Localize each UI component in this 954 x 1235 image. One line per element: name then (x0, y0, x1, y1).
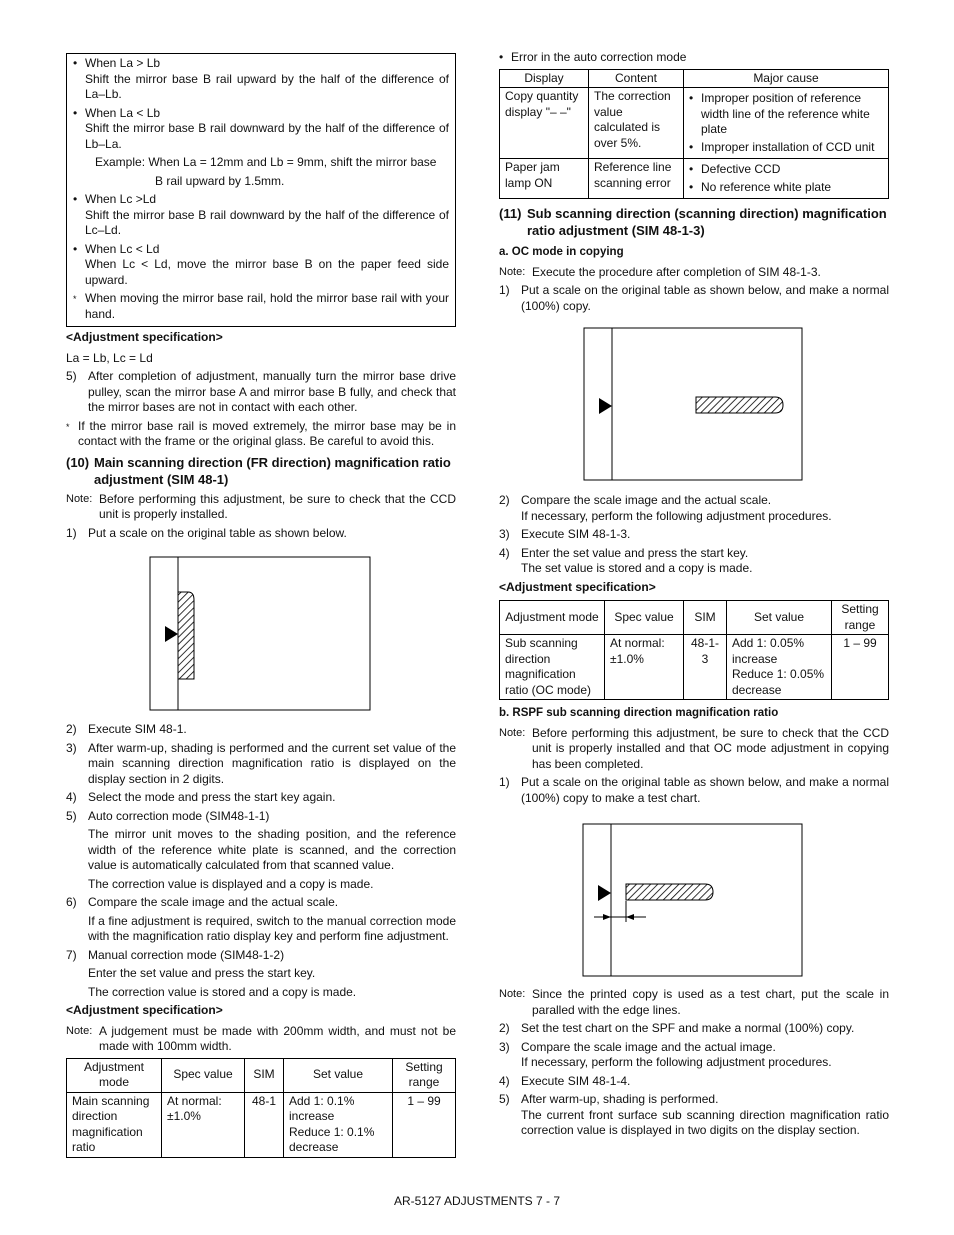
step-text: Execute SIM 48-1-4. (521, 1073, 631, 1088)
sub-scan-spec-table: Adjustment mode Spec value SIM Set value Setting range Sub scanning direction magnification ratio (OC mode) At normal: ±1.0% 48-1-3 Add 1: 0.05% increase Reduce 1: 0.05% decrease 1 – 99 (499, 600, 889, 700)
bullet-title: • When Lc >Ld (85, 192, 157, 206)
step-text: Put a scale on the original table as shown below. (88, 525, 347, 540)
step-detail: The current front surface sub scanning direction magnification ratio correction value is displayed in two digits on the display section. (521, 1107, 889, 1137)
section-11-heading: (11) Sub scanning direction (scanning direction) magnification ratio adjustment (SIM 48-1-3) (499, 206, 887, 238)
bullet-title: • When La > Lb (85, 56, 161, 70)
step-detail: If necessary, perform the following adjustment procedures. (521, 508, 832, 523)
step-detail: The correction value is stored and a copy is made. (88, 984, 357, 999)
rail-adjust-box (66, 53, 456, 327)
spec-value: La = Lb, Lc = Ld (66, 350, 153, 365)
note-text: Execute the procedure after completion of SIM 48-1-3. (532, 264, 821, 279)
step-text: Compare the scale image and the actual scale. (521, 493, 772, 507)
note-text: Since the printed copy is used as a test chart, put the scale in paralled with the edge lines. (532, 987, 889, 1017)
note-text: A judgement must be made with 200mm width, and must not be made with 100mm width. (99, 1023, 456, 1053)
step-text: Compare the scale image and the actual scale. (88, 895, 339, 909)
step-detail: The set value is stored and a copy is made. (521, 561, 753, 575)
step-text: Select the mode and press the start key again. (88, 790, 336, 804)
caution-text: * If the mirror base rail is moved extremely, the mirror base may be in contact with the frame or the original glass. Be careful to avoid this. (78, 418, 456, 448)
example-line: Example: When La = 12mm and Lb = 9mm, shift the mirror base (95, 155, 437, 169)
bullet-text: Shift the mirror base B rail upward by the half of the difference of La–Lb. (85, 71, 449, 101)
step-text: Auto correction mode (SIM48-1-1) (88, 808, 270, 823)
step-text: After warm-up, shading is performed and the current set value of the main scanning direction magnification ratio is displayed on the display section in 2 digits. (88, 740, 456, 786)
step-text: Execute SIM 48-1-3. (521, 527, 631, 541)
example-line: B rail upward by 1.5mm. (155, 173, 285, 188)
page-footer: AR-5127 ADJUSTMENTS 7 - 7 (393, 1194, 561, 1208)
subsection-b: b. RSPF sub scanning direction magnification ratio (499, 707, 779, 719)
step-text: Manual correction mode (SIM48-1-2) (88, 947, 285, 962)
step-detail: The correction value is displayed and a copy is made. (88, 876, 374, 891)
spec-heading: <Adjustment specification> (66, 330, 223, 344)
bullet-text: When Lc < Ld, move the mirror base B on the paper feed side upward. (85, 257, 449, 287)
note-text: Before performing this adjustment, be sure to check that the CCD unit is properly installed. (99, 491, 456, 521)
step-text: Put a scale on the original table as shown below, and make a normal (100%) copy. (521, 283, 889, 313)
scale-figure-rspf (499, 809, 889, 987)
bullet-text: Shift the mirror base B rail downward by the half of the difference of Lb–La. (85, 121, 449, 151)
main-scan-spec-table: Adjustment mode Spec value SIM Set value Setting range Main scanning direction magnification ratio At normal: ±1.0% 48-1 Add 1: 0.1% increase Reduce 1: 0.1% decrease 1 – 99 (66, 1058, 456, 1158)
step-text: Enter the set value and press the start key. (521, 545, 749, 560)
bullet-text: Shift the mirror base B rail downward by the half of the difference of Lc–Ld. (85, 207, 449, 237)
section-10-heading: (10) Main scanning direction (FR direction) magnification ratio adjustment (SIM 48-1) (66, 454, 451, 487)
step-text: Put a scale on the original table as shown below, and make a normal (100%) copy to make a test chart. (521, 775, 889, 805)
step-text: After completion of adjustment, manually turn the mirror base drive pulley, scan the mirror base A and mirror base B fully, and check that the mirror bases are not in contact with each other. (88, 369, 456, 414)
spec-heading: <Adjustment specification> (66, 1003, 223, 1017)
step-text: Compare the scale image and the actual image. (521, 1039, 776, 1054)
scale-figure-oc (499, 317, 889, 493)
step-text: After warm-up, shading is performed. (521, 1092, 719, 1106)
error-table: Display Content Major cause Copy quantity display "– –" The correction value calculated is over 5%. • Improper position of reference width line of the reference white plate • Improper installation of CCD unit Paper jam lamp ON Reference line scanning error • Defective CCD • No reference white plate (499, 69, 889, 200)
note-text: Before performing this adjustment, be sure to check that the CCD unit is properly installed and that OC mode adjustment in copying has been completed. (532, 725, 889, 771)
step-detail: If necessary, perform the following adjustment procedures. (521, 1055, 832, 1069)
scale-diagram-horizontal (499, 317, 889, 493)
spec-heading: <Adjustment specification> (499, 579, 656, 594)
bullet-title: • When Lc < Ld (85, 241, 160, 256)
bullet-title: • When La < Lb (85, 105, 161, 120)
step-text: Execute SIM 48-1. (88, 722, 187, 736)
subsection-a: a. OC mode in copying (499, 246, 624, 258)
scale-diagram-test-chart (499, 809, 889, 987)
step-detail: If a fine adjustment is required, switch to the manual correction mode with the magnification ratio display key and perform fine adjustment. (88, 913, 456, 943)
scale-diagram-vertical (66, 544, 456, 722)
caution-text: * When moving the mirror base rail, hold the mirror base rail with your hand. (85, 291, 449, 321)
bullet-text: • Error in the auto correction mode (511, 50, 687, 64)
step-detail: Enter the set value and press the start key. (88, 966, 316, 980)
step-detail: The mirror unit moves to the shading position, and the reference width of the reference white plate is scanned, and the correction value is automatically calculated from that scanned value. (88, 827, 456, 872)
step-text: Set the test chart on the SPF and make a normal (100%) copy. (521, 1021, 855, 1035)
scale-figure-main (66, 544, 456, 722)
left-column: • When La > Lb Shift the mirror base B rail upward by the half of the difference of La–Lb. • When La < Lb Shift the mirror base B rail downward by the half of the difference of Lb–La. Example: When La = 12mm and Lb = 9mm, shift the mirror base B rail upward by 1.5mm. • When Lc >Ld Shift the mirror base B rail downward by the half of the difference of Lc–Ld. • When Lc < Ld When Lc < Ld, move the mirror base B on the paper feed side upward. * When moving the mirror base rail, hold the mirror base rail with your hand. <Adjustment specification> La = Lb, Lc = Ld 5) After completion of adjustment, manually turn the mirror base drive pulley, scan the mirror base A and mirror base B fully, and check that the mirror bases are not in contact with each other. * If the mirror base rail is moved extremely, the mirror base may be in contact with the frame or the original glass. Be careful to avoid this. (10) Main scanning direction (FR direction) magnification ratio adjustment (SIM 48-1) Note: Before performing this adjustment, be sure to check that the CCD unit is properly installed. 1) Put a scale on the original table as shown below. 2) Execute SIM 48-1. 3) After warm-up, shading is performed and the current set value of the main scanning direction magnification ratio is displayed on the display section in 2 digits. 4) Select the mode and press the start key again. 5) Auto correction mode (SIM48-1-1) The mirror unit moves to the shading position, and the reference width of the reference white plate is scanned, and the correction value is automatically calculated from that scanned value. The correction value is displayed and a copy is made. 6) Compare the scale image and the actual scale. If a fine adjustment is required, switch to the manual correction mode with the magnification ratio display key and perform fine adjustment. 7) Manual correction mode (SIM48-1-2) Enter the set value and press the start key. The correction value is stored and a copy is made. <Adjustment specification> Note: A judgement must be made with 200mm width, and must not be made with 100mm width. Adjustment mode Spec value SIM Set value Setting range Main scanning direction magnification ratio At normal: ±1.0% 48-1 Add 1: 0.1% increase Reduce 1: 0.1% decrease 1 – 99 (66, 50, 456, 1158)
right-column: • Error in the auto correction mode Display Content Major cause Copy quantity display "– –" The correction value calculated is over 5%. • Improper position of reference width line of the reference white plate • Improper installation of CCD unit Paper jam lamp ON Reference line scanning error • Defective CCD • No reference white plate (11) Sub scanning direction (scanning direction) magnification ratio adjustment (SIM 48-1-3) a. OC mode in copying Note: Execute the procedure after completion of SIM 48-1-3. 1) Put a scale on the original table as shown below, and make a normal (100%) copy. 2) Compare the scale image and the actual scale. If necessary, perform the following adjustment procedures. 3) Execute SIM 48-1-3. 4) Enter the set value and press the start key. The set value is stored and a copy is made. <Adjustment specification> Adjustment mode Spec value SIM Set value Setting range Sub scanning direction magnification ratio (OC mode) At normal: ±1.0% 48-1-3 Add 1: 0.05% increase Reduce 1: 0.05% decrease 1 – 99 b. RSPF sub scanning direction magnification ratio Note: Before performing this adjustment, be sure to check that the CCD unit is properly installed and that OC mode adjustment in copying has been completed. 1) Put a scale on the original table as shown below, and make a normal (100%) copy to make a test chart. Note: Since the printed copy is used as a test chart, put the scale in paralled with the edge lines. 2) Set the test chart on the SPF and make a normal (100%) copy. 3) Compare the scale image and the actual image. If necessary, perform the following adjustment procedures. 4) Execute SIM 48-1-4. 5) After warm-up, shading is performed. The current front surface sub scanning direction magnification ratio correction value is displayed in two digits on the display section. (499, 50, 889, 1142)
